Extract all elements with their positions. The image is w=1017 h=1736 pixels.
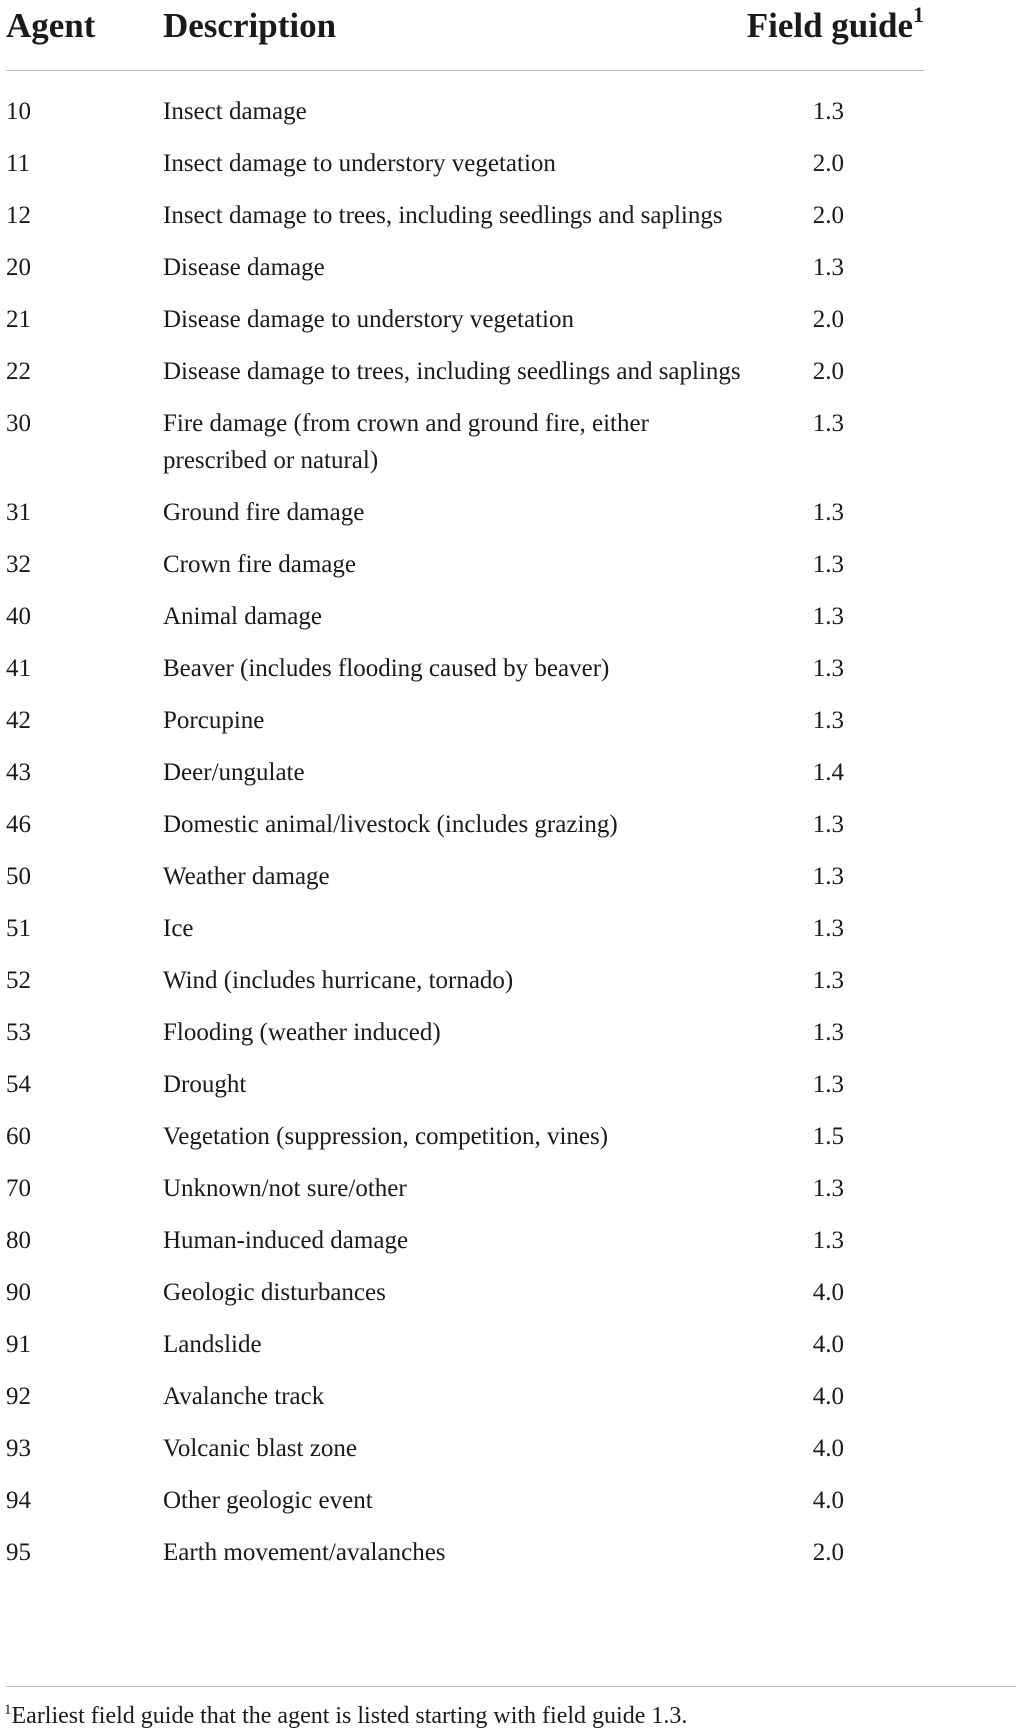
agent-description: Domestic animal/livestock (includes grazing) — [163, 811, 618, 838]
agent-description: Disease damage to trees, including seedlings and saplings — [163, 358, 741, 385]
agent-code: 10 — [6, 98, 31, 125]
table-row — [6, 1482, 924, 1534]
header-description: Description — [163, 6, 337, 45]
table-row — [6, 197, 924, 249]
agent-description: Disease damage to understory vegetation — [163, 306, 574, 333]
field-guide-version: 1.3 — [812, 499, 844, 526]
table-footnote — [4, 1700, 687, 1732]
header-field-guide-label: Field guide — [746, 6, 913, 45]
agent-code: 52 — [6, 967, 31, 994]
agent-code: 46 — [6, 811, 31, 838]
header-agent: Agent — [6, 6, 96, 45]
field-guide-version: 1.3 — [812, 707, 844, 734]
table-row — [6, 702, 924, 754]
field-guide-version: 2.0 — [812, 306, 844, 333]
agent-code: 80 — [6, 1227, 31, 1254]
agent-code: 60 — [6, 1123, 31, 1150]
agent-description: Volcanic blast zone — [163, 1435, 357, 1462]
agent-code: 31 — [6, 499, 31, 526]
agent-description: Fire damage (from crown and ground fire, either prescribed or natural) — [163, 410, 649, 474]
table-row — [6, 1118, 924, 1170]
table-bottom-rule — [6, 1686, 1016, 1687]
agent-code: 92 — [6, 1383, 31, 1410]
footnote-text: Earliest field guide that the agent is listed starting with field guide 1.3. — [11, 1703, 688, 1729]
agent-code: 22 — [6, 358, 31, 385]
field-guide-version: 1.3 — [812, 811, 844, 838]
table-row — [6, 910, 924, 962]
agent-code: 20 — [6, 254, 31, 281]
agent-code: 54 — [6, 1071, 31, 1098]
agent-description: Crown fire damage — [163, 551, 356, 578]
agent-code: 91 — [6, 1331, 31, 1358]
table-row — [6, 1534, 924, 1586]
table-row — [6, 145, 924, 197]
table-row — [6, 1222, 924, 1274]
agent-code: 21 — [6, 306, 31, 333]
field-guide-version: 1.3 — [812, 551, 844, 578]
agent-code: 11 — [6, 150, 31, 177]
table-row — [6, 353, 924, 405]
table-row — [6, 1430, 924, 1482]
field-guide-version: 1.3 — [812, 603, 844, 630]
field-guide-version: 1.3 — [812, 1227, 844, 1254]
table-row — [6, 249, 924, 301]
agent-code: 95 — [6, 1539, 31, 1566]
field-guide-version: 4.0 — [812, 1435, 844, 1462]
field-guide-version: 1.3 — [812, 1071, 844, 1098]
disturbance-agent-table — [6, 0, 924, 1586]
field-guide-version: 2.0 — [812, 150, 844, 177]
table-row — [6, 598, 924, 650]
agent-code: 53 — [6, 1019, 31, 1046]
table-row — [6, 1066, 924, 1118]
agent-description: Ground fire damage — [163, 499, 365, 526]
agent-description: Disease damage — [163, 254, 325, 281]
agent-description: Deer/ungulate — [163, 759, 305, 786]
agent-description: Weather damage — [163, 863, 330, 890]
agent-code: 94 — [6, 1487, 31, 1514]
table-row — [6, 754, 924, 806]
table-row — [6, 405, 924, 494]
agent-code: 90 — [6, 1279, 31, 1306]
field-guide-version: 1.3 — [812, 1175, 844, 1202]
table-row — [6, 1170, 924, 1222]
agent-description: Landslide — [163, 1331, 262, 1358]
table-row — [6, 1014, 924, 1066]
table-header — [6, 0, 924, 71]
field-guide-version: 1.4 — [812, 759, 844, 786]
agent-code: 43 — [6, 759, 31, 786]
agent-code: 30 — [6, 410, 31, 437]
field-guide-version: 1.3 — [812, 655, 844, 682]
agent-description: Vegetation (suppression, competition, vines) — [163, 1123, 609, 1150]
agent-code: 41 — [6, 655, 31, 682]
agent-description: Drought — [163, 1071, 247, 1098]
table-row — [6, 858, 924, 910]
field-guide-version: 2.0 — [812, 358, 844, 385]
agent-description: Unknown/not sure/other — [163, 1175, 407, 1202]
table-row — [6, 301, 924, 353]
agent-description: Other geologic event — [163, 1487, 373, 1514]
table-row — [6, 1326, 924, 1378]
field-guide-version: 2.0 — [812, 202, 844, 229]
table-row — [6, 93, 924, 145]
table-row — [6, 806, 924, 858]
agent-description: Geologic disturbances — [163, 1279, 386, 1306]
agent-code: 42 — [6, 707, 31, 734]
table-row — [6, 546, 924, 598]
agent-description: Ice — [163, 915, 194, 942]
agent-description: Beaver (includes flooding caused by beaver) — [163, 655, 610, 682]
footnote-marker: 1 — [4, 1702, 12, 1718]
footnote-ref: 1 — [913, 2, 924, 28]
field-guide-version: 1.3 — [812, 254, 844, 281]
agent-description: Earth movement/avalanches — [163, 1539, 446, 1566]
field-guide-version: 4.0 — [812, 1331, 844, 1358]
agent-description: Flooding (weather induced) — [163, 1019, 441, 1046]
table-row — [6, 650, 924, 702]
field-guide-version: 1.3 — [812, 410, 844, 437]
table-body — [6, 93, 924, 1586]
field-guide-version: 4.0 — [812, 1383, 844, 1410]
field-guide-version: 4.0 — [812, 1279, 844, 1306]
field-guide-version: 1.3 — [812, 967, 844, 994]
agent-description: Wind (includes hurricane, tornado) — [163, 967, 514, 994]
agent-code: 93 — [6, 1435, 31, 1462]
agent-code: 32 — [6, 551, 31, 578]
table-row — [6, 1274, 924, 1326]
field-guide-version: 2.0 — [812, 1539, 844, 1566]
agent-description: Animal damage — [163, 603, 322, 630]
header-field-guide — [747, 4, 924, 48]
table-row — [6, 494, 924, 546]
agent-code: 40 — [6, 603, 31, 630]
field-guide-version: 1.5 — [812, 1123, 844, 1150]
agent-code: 51 — [6, 915, 31, 942]
agent-description: Porcupine — [163, 707, 265, 734]
agent-description: Human-induced damage — [163, 1227, 409, 1254]
field-guide-version: 1.3 — [812, 1019, 844, 1046]
field-guide-version: 1.3 — [812, 98, 844, 125]
agent-description: Insect damage — [163, 98, 307, 125]
agent-description: Avalanche track — [163, 1383, 325, 1410]
field-guide-version: 1.3 — [812, 915, 844, 942]
agent-code: 50 — [6, 863, 31, 890]
agent-code: 12 — [6, 202, 31, 229]
table-row — [6, 962, 924, 1014]
field-guide-version: 1.3 — [812, 863, 844, 890]
table-row — [6, 1378, 924, 1430]
agent-description: Insect damage to trees, including seedlings and saplings — [163, 202, 723, 229]
agent-description: Insect damage to understory vegetation — [163, 150, 556, 177]
field-guide-version: 4.0 — [812, 1487, 844, 1514]
agent-code: 70 — [6, 1175, 31, 1202]
